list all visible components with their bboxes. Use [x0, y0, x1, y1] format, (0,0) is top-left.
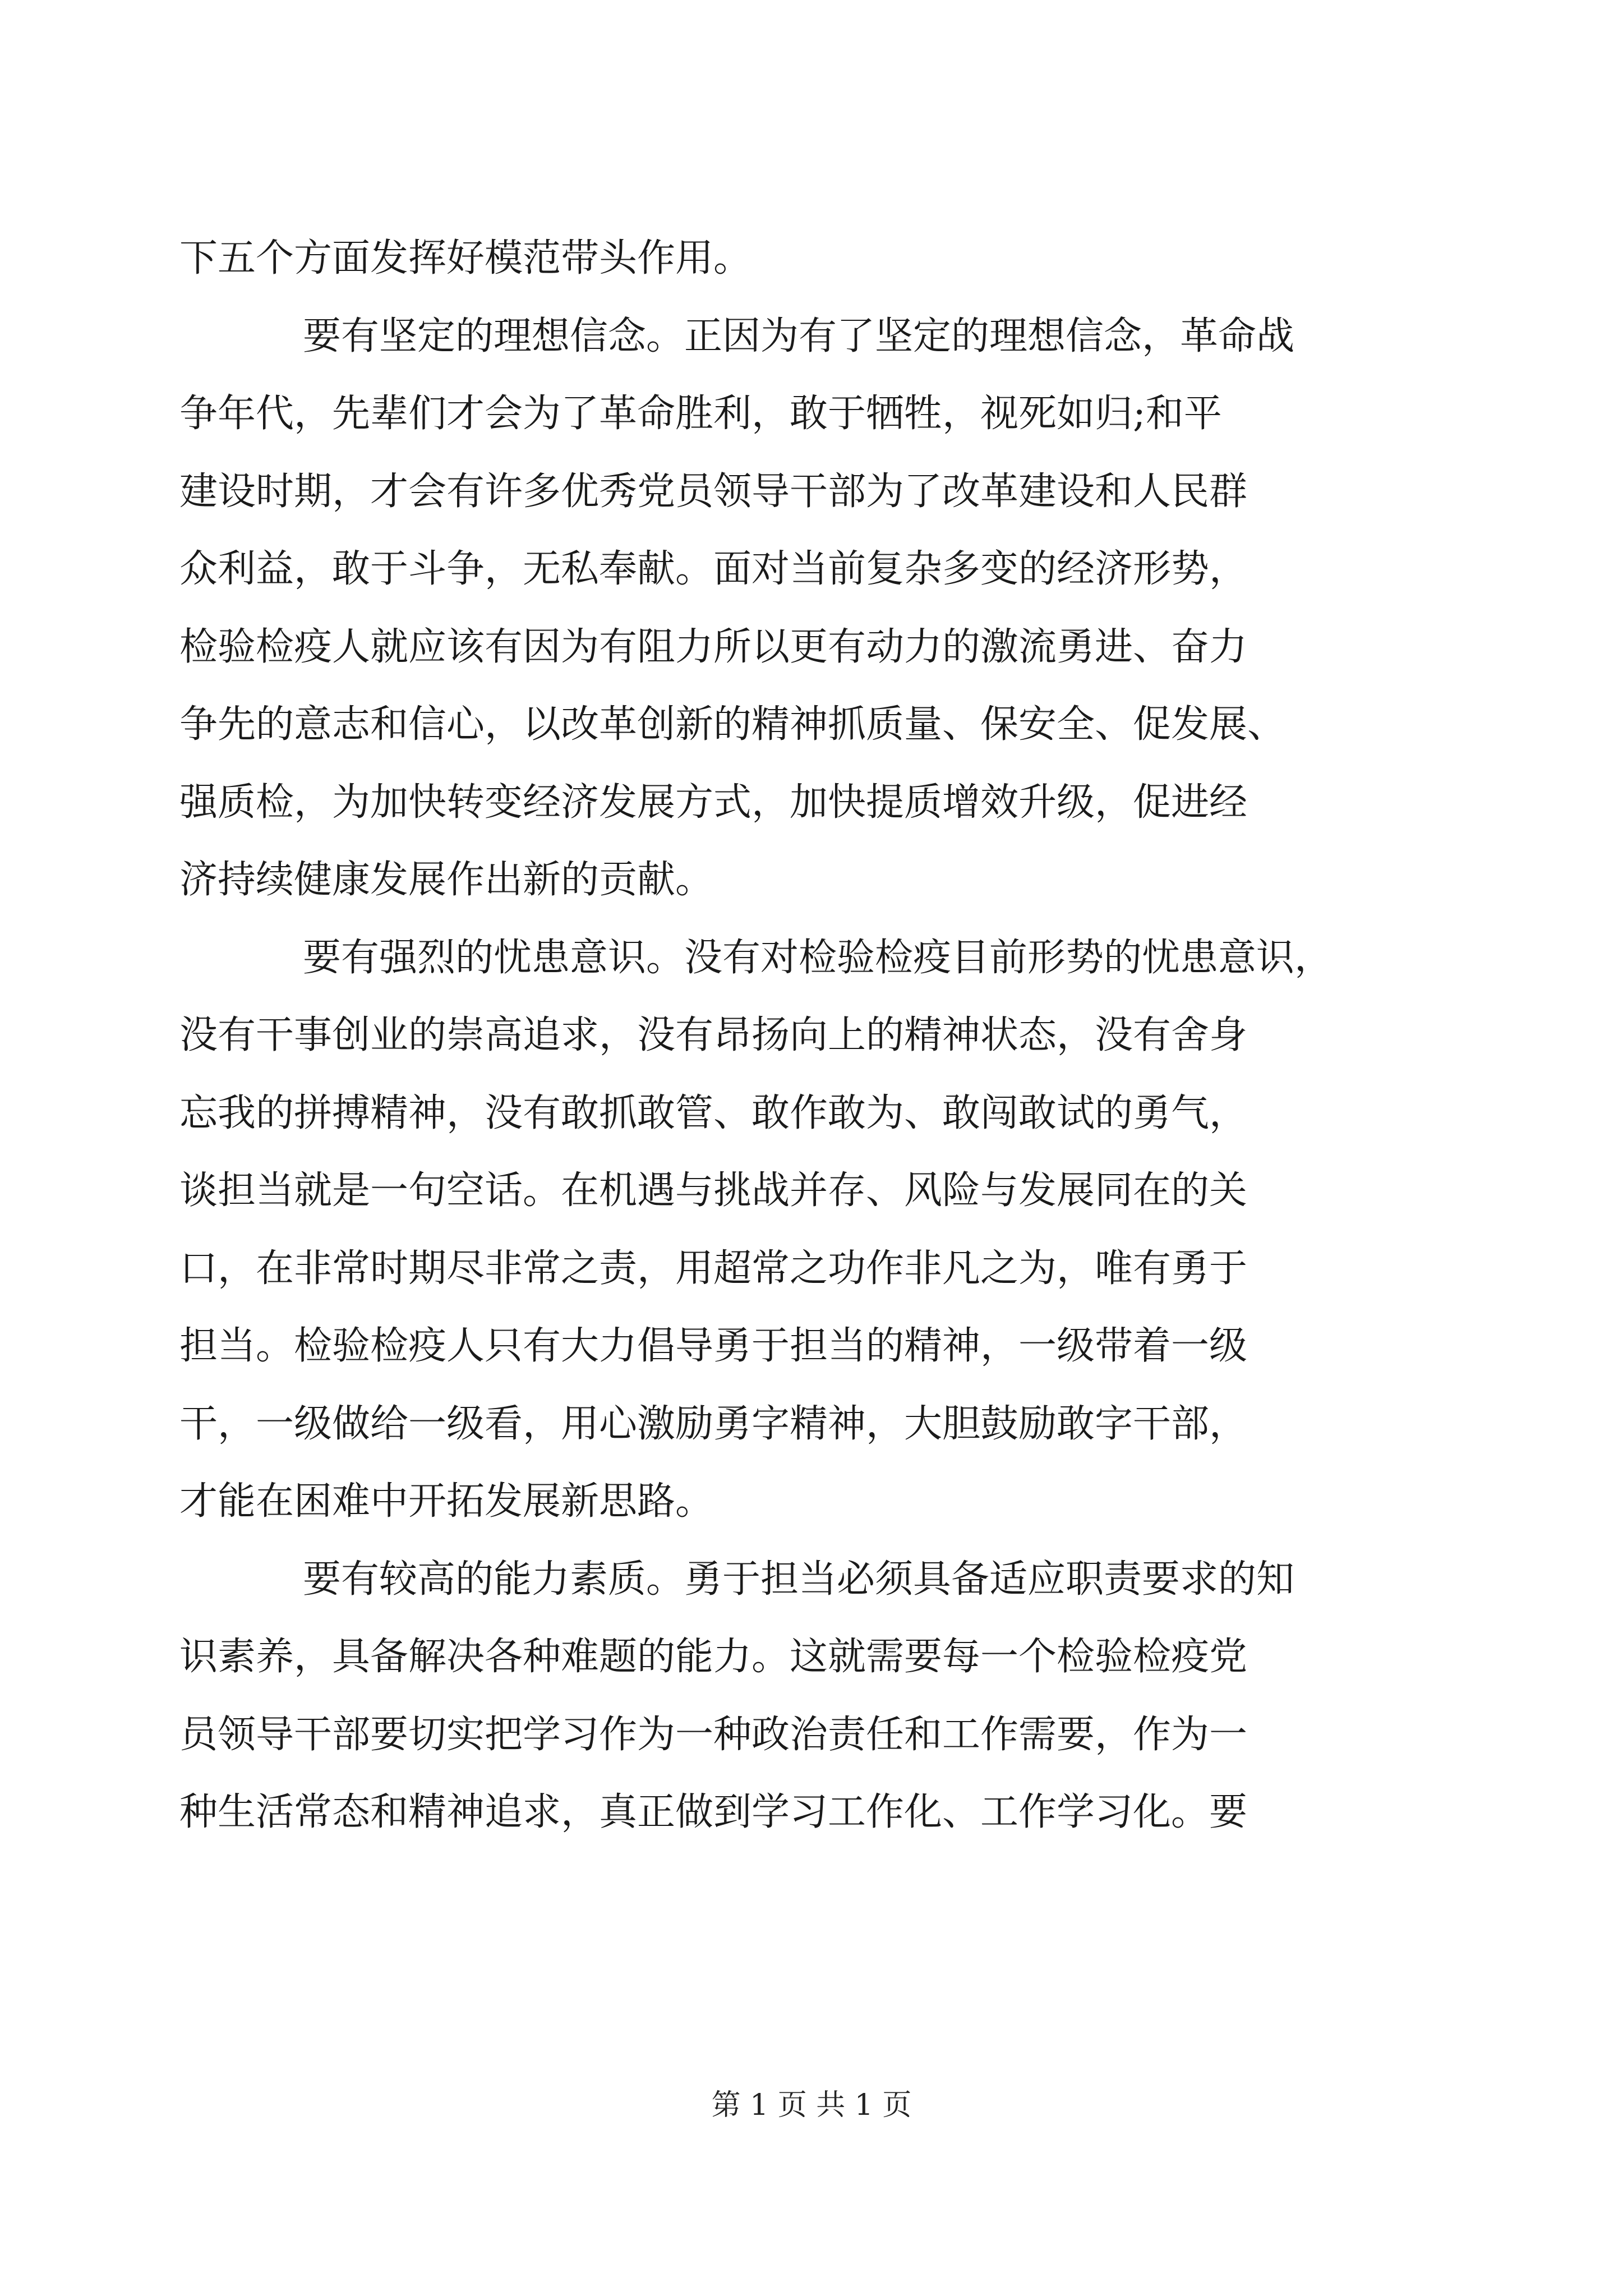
text-line: 忘我的拼搏精神，没有敢抓敢管、敢作敢为、敢闯敢试的勇气，: [179, 1091, 1248, 1135]
text-line: 种生活常态和精神追求，真正做到学习工作化、工作学习化。要: [179, 1790, 1248, 1834]
text-line: 才能在困难中开拓发展新思路。: [179, 1479, 714, 1524]
text-line: 争年代，先辈们才会为了革命胜利，敢于牺牲，视死如归;和平: [179, 392, 1222, 436]
text-line: 强质检，为加快转变经济发展方式，加快提质增效升级，促进经: [179, 780, 1248, 825]
text-line: 口，在非常时期尽非常之责，用超常之功作非凡之为，唯有勇于: [179, 1246, 1248, 1291]
text-line: 建设时期，才会有许多优秀党员领导干部为了改革建设和人民群: [179, 469, 1248, 514]
text-line: 检验检疫人就应该有因为有阻力所以更有动力的激流勇进、奋力: [179, 624, 1248, 669]
text-line: 济持续健康发展作出新的贡献。: [179, 858, 714, 902]
text-line: 众利益，敢于斗争，无私奉献。面对当前复杂多变的经济形势，: [179, 547, 1248, 591]
text-line: 下五个方面发挥好模范带头作用。: [179, 236, 752, 280]
text-line: 要有较高的能力素质。勇于担当必须具备适应职责要求的知: [303, 1557, 1295, 1602]
document-body: [179, 220, 1447, 1852]
page-number-footer: 第 1 页 共 1 页: [711, 2088, 912, 2122]
text-line: 要有坚定的理想信念。正因为有了坚定的理想信念，革命战: [303, 314, 1295, 358]
text-line: 担当。检验检疫人只有大力倡导勇于担当的精神，一级带着一级: [179, 1324, 1248, 1368]
text-line: 要有强烈的忧患意识。没有对检验检疫目前形势的忧患意识，: [303, 935, 1333, 980]
text-line: 干，一级做给一级看，用心激励勇字精神，大胆鼓励敢字干部，: [179, 1401, 1248, 1446]
text-line: 员领导干部要切实把学习作为一种政治责任和工作需要，作为一: [179, 1712, 1248, 1757]
text-line: 争先的意志和信心，以改革创新的精神抓质量、保安全、促发展、: [179, 702, 1286, 747]
text-line: 没有干事创业的崇高追求，没有昂扬向上的精神状态，没有舍身: [179, 1013, 1248, 1057]
text-line: 识素养，具备解决各种难题的能力。这就需要每一个检验检疫党: [179, 1635, 1248, 1679]
text-line: 谈担当就是一句空话。在机遇与挑战并存、风险与发展同在的关: [179, 1168, 1248, 1213]
